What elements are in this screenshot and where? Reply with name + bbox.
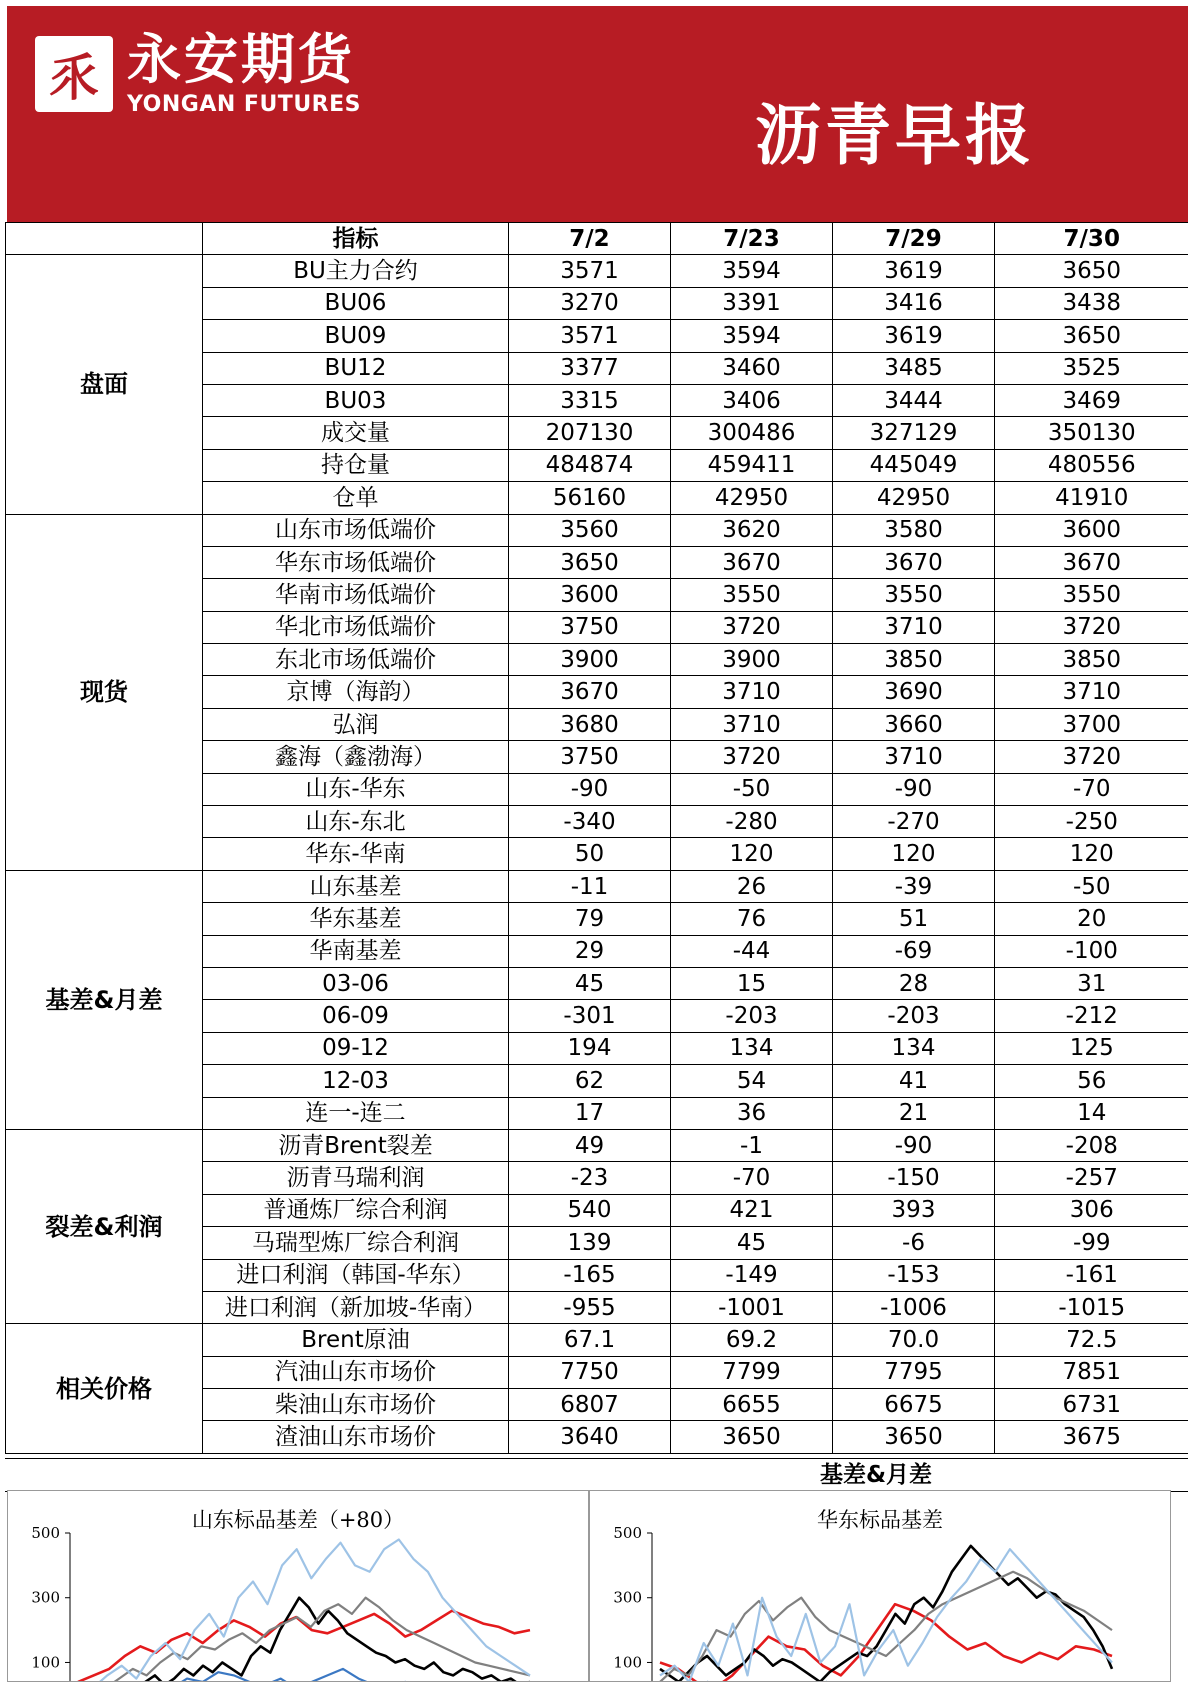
row-value: -100 (995, 935, 1188, 967)
row-value: 3650 (995, 255, 1188, 287)
row-value: 3720 (995, 611, 1188, 643)
row-value: 3460 (671, 352, 833, 384)
row-value: 41910 (995, 482, 1188, 514)
report-title: 沥青早报 (755, 98, 1035, 174)
row-value: -50 (671, 773, 833, 805)
row-value: 20 (995, 903, 1188, 935)
table-row (6, 255, 1188, 287)
row-value: 3710 (671, 708, 833, 740)
row-value: 3270 (509, 287, 671, 319)
row-label: 柴油山东市场价 (203, 1389, 509, 1421)
row-value: 45 (509, 967, 671, 999)
row-label: 进口利润（新加坡-华南） (203, 1291, 509, 1323)
row-value: -955 (509, 1291, 671, 1323)
row-value: 3900 (509, 644, 671, 676)
row-value: 3670 (671, 546, 833, 578)
row-value: -161 (995, 1259, 1188, 1291)
row-value: 76 (671, 903, 833, 935)
row-value: 3750 (509, 611, 671, 643)
row-value: 3720 (671, 611, 833, 643)
row-label: 山东-东北 (203, 806, 509, 838)
row-value: 3710 (671, 676, 833, 708)
row-value: 134 (833, 1032, 995, 1064)
column-header-date: 7/23 (671, 223, 833, 255)
row-value: -1006 (833, 1291, 995, 1323)
row-value: 56160 (509, 482, 671, 514)
row-label: 03-06 (203, 967, 509, 999)
row-value: 393 (833, 1194, 995, 1226)
series-line (660, 1546, 1112, 1681)
row-value: -149 (671, 1259, 833, 1291)
row-value: -99 (995, 1227, 1188, 1259)
row-value: 70.0 (833, 1324, 995, 1356)
row-value: -1001 (671, 1291, 833, 1323)
table-row (6, 1324, 1188, 1356)
row-label: 华东-华南 (203, 838, 509, 870)
row-value: 3620 (671, 514, 833, 546)
report-header (7, 6, 1188, 222)
row-label: 山东基差 (203, 870, 509, 902)
row-value: 7851 (995, 1356, 1188, 1388)
row-label: BU12 (203, 352, 509, 384)
row-value: 72.5 (995, 1324, 1188, 1356)
row-label: 09-12 (203, 1032, 509, 1064)
row-value: 79 (509, 903, 671, 935)
row-label: 山东-华东 (203, 773, 509, 805)
row-value: 484874 (509, 449, 671, 481)
row-label: BU09 (203, 320, 509, 352)
series-line (660, 1604, 1112, 1681)
row-value: 125 (995, 1032, 1188, 1064)
row-value: 7799 (671, 1356, 833, 1388)
row-value: -44 (671, 935, 833, 967)
row-value: -70 (671, 1162, 833, 1194)
row-value: 445049 (833, 449, 995, 481)
row-value: 3469 (995, 384, 1188, 416)
row-value: 3550 (671, 579, 833, 611)
row-value: 3550 (995, 579, 1188, 611)
row-value: 3670 (995, 546, 1188, 578)
row-value: 49 (509, 1129, 671, 1161)
row-value: 3525 (995, 352, 1188, 384)
row-value: 306 (995, 1194, 1188, 1226)
row-value: 31 (995, 967, 1188, 999)
row-value: 6675 (833, 1389, 995, 1421)
row-label: 成交量 (203, 417, 509, 449)
y-tick-label: 300 (613, 1589, 642, 1607)
row-label: BU主力合约 (203, 255, 509, 287)
row-value: 194 (509, 1032, 671, 1064)
section-label: 裂差&利润 (6, 1129, 203, 1323)
row-value: -23 (509, 1162, 671, 1194)
row-value: 36 (671, 1097, 833, 1129)
row-value: 3594 (671, 255, 833, 287)
row-value: 3560 (509, 514, 671, 546)
row-value: 120 (995, 838, 1188, 870)
row-label: Brent原油 (203, 1324, 509, 1356)
row-value: -280 (671, 806, 833, 838)
row-value: -203 (671, 1000, 833, 1032)
row-value: 3571 (509, 320, 671, 352)
row-value: 207130 (509, 417, 671, 449)
row-value: 3850 (833, 644, 995, 676)
row-value: 139 (509, 1227, 671, 1259)
row-value: 17 (509, 1097, 671, 1129)
row-value: -270 (833, 806, 995, 838)
row-value: -69 (833, 935, 995, 967)
row-label: BU06 (203, 287, 509, 319)
row-value: 62 (509, 1065, 671, 1097)
header-blank-cell (6, 223, 203, 255)
row-value: 350130 (995, 417, 1188, 449)
row-value: -39 (833, 870, 995, 902)
table-row (6, 514, 1188, 546)
row-value: 28 (833, 967, 995, 999)
row-value: 3550 (833, 579, 995, 611)
row-value: 459411 (671, 449, 833, 481)
row-value: 3680 (509, 708, 671, 740)
row-value: 3416 (833, 287, 995, 319)
row-value: 6731 (995, 1389, 1188, 1421)
row-value: 3485 (833, 352, 995, 384)
row-value: 45 (671, 1227, 833, 1259)
row-label: 弘润 (203, 708, 509, 740)
row-value: -11 (509, 870, 671, 902)
row-value: 3377 (509, 352, 671, 384)
row-value: 3650 (509, 546, 671, 578)
row-value: 7750 (509, 1356, 671, 1388)
logo-company-name-cn: 永安期货 (127, 30, 355, 90)
row-value: -301 (509, 1000, 671, 1032)
row-value: 56 (995, 1065, 1188, 1097)
row-value: 480556 (995, 449, 1188, 481)
row-label: 12-03 (203, 1065, 509, 1097)
chart-title: 山东标品基差（+80） (192, 1508, 404, 1532)
row-value: 3571 (509, 255, 671, 287)
column-header-indicator: 指标 (203, 223, 509, 255)
row-value: -6 (833, 1227, 995, 1259)
row-value: 67.1 (509, 1324, 671, 1356)
row-label: 华南市场低端价 (203, 579, 509, 611)
row-label: 山东市场低端价 (203, 514, 509, 546)
row-value: -208 (995, 1129, 1188, 1161)
row-value: 50 (509, 838, 671, 870)
row-value: 3640 (509, 1421, 671, 1453)
chart-panel-huadong-basis (589, 1490, 1171, 1682)
row-value: 3670 (509, 676, 671, 708)
row-value: -70 (995, 773, 1188, 805)
row-value: -1 (671, 1129, 833, 1161)
row-value: 327129 (833, 417, 995, 449)
chart-title: 华东标品基差 (817, 1508, 943, 1532)
row-value: 3650 (833, 1421, 995, 1453)
row-value: 3750 (509, 741, 671, 773)
row-value: -165 (509, 1259, 671, 1291)
row-value: 3850 (995, 644, 1188, 676)
row-label: 沥青马瑞利润 (203, 1162, 509, 1194)
row-label: 华东基差 (203, 903, 509, 935)
row-value: 3406 (671, 384, 833, 416)
row-value: 3720 (671, 741, 833, 773)
row-value: -90 (833, 1129, 995, 1161)
row-value: 29 (509, 935, 671, 967)
y-tick-label: 500 (613, 1524, 642, 1542)
row-value: 6807 (509, 1389, 671, 1421)
row-value: 3710 (995, 676, 1188, 708)
row-value: 3660 (833, 708, 995, 740)
row-value: 3650 (671, 1421, 833, 1453)
row-value: -50 (995, 870, 1188, 902)
row-value: 3900 (671, 644, 833, 676)
chart-panel-shandong-basis (7, 1490, 589, 1682)
series-line (78, 1540, 530, 1682)
row-value: -90 (833, 773, 995, 805)
y-tick-label: 300 (31, 1589, 60, 1607)
table-header-row (6, 223, 1188, 255)
row-value: 134 (671, 1032, 833, 1064)
row-value: -257 (995, 1162, 1188, 1194)
row-label: 普通炼厂综合利润 (203, 1194, 509, 1226)
column-header-date: 7/30 (995, 223, 1188, 255)
row-value: 3650 (995, 320, 1188, 352)
row-label: 连一-连二 (203, 1097, 509, 1129)
charts-section-band (5, 1458, 1188, 1492)
row-label: 仓单 (203, 482, 509, 514)
table-row (6, 870, 1188, 902)
row-value: 3720 (995, 741, 1188, 773)
row-value: 3675 (995, 1421, 1188, 1453)
row-value: 120 (833, 838, 995, 870)
row-value: 3438 (995, 287, 1188, 319)
row-value: -212 (995, 1000, 1188, 1032)
row-value: 15 (671, 967, 833, 999)
row-value: 3580 (833, 514, 995, 546)
row-value: 51 (833, 903, 995, 935)
row-value: 3315 (509, 384, 671, 416)
row-value: 7795 (833, 1356, 995, 1388)
table-row (6, 1129, 1188, 1161)
row-value: 3600 (995, 514, 1188, 546)
row-value: 69.2 (671, 1324, 833, 1356)
row-value: -250 (995, 806, 1188, 838)
row-value: 3619 (833, 255, 995, 287)
series-line (78, 1598, 530, 1681)
data-table (5, 222, 1188, 1454)
row-label: 渣油山东市场价 (203, 1421, 509, 1453)
row-value: 3619 (833, 320, 995, 352)
section-label: 基差&月差 (6, 870, 203, 1129)
row-value: 3391 (671, 287, 833, 319)
row-label: 持仓量 (203, 449, 509, 481)
row-value: 3690 (833, 676, 995, 708)
row-label: 鑫海（鑫渤海） (203, 741, 509, 773)
row-label: 06-09 (203, 1000, 509, 1032)
y-tick-label: 500 (31, 1524, 60, 1542)
row-value: 3600 (509, 579, 671, 611)
logo-company-name-en: YONGAN FUTURES (127, 92, 361, 118)
row-value: 540 (509, 1194, 671, 1226)
section-label: 现货 (6, 514, 203, 870)
chart-huadong-basis (590, 1491, 1170, 1681)
row-value: -90 (509, 773, 671, 805)
section-label: 盘面 (6, 255, 203, 514)
row-value: 421 (671, 1194, 833, 1226)
row-value: 3700 (995, 708, 1188, 740)
row-value: -1015 (995, 1291, 1188, 1323)
row-label: 马瑞型炼厂综合利润 (203, 1227, 509, 1259)
row-label: 汽油山东市场价 (203, 1356, 509, 1388)
row-label: 华南基差 (203, 935, 509, 967)
y-tick-label: 100 (613, 1653, 642, 1671)
row-value: 3710 (833, 611, 995, 643)
row-value: 3444 (833, 384, 995, 416)
row-label: 华北市场低端价 (203, 611, 509, 643)
row-value: 6655 (671, 1389, 833, 1421)
row-value: 21 (833, 1097, 995, 1129)
row-label: 东北市场低端价 (203, 644, 509, 676)
row-value: -150 (833, 1162, 995, 1194)
row-value: 3710 (833, 741, 995, 773)
row-label: BU03 (203, 384, 509, 416)
row-label: 京博（海韵） (203, 676, 509, 708)
row-value: -153 (833, 1259, 995, 1291)
row-value: 3670 (833, 546, 995, 578)
charts-section-title: 基差&月差 (820, 1461, 932, 1489)
row-value: 300486 (671, 417, 833, 449)
row-value: -340 (509, 806, 671, 838)
y-tick-label: 100 (31, 1653, 60, 1671)
row-label: 沥青Brent裂差 (203, 1129, 509, 1161)
column-header-date: 7/2 (509, 223, 671, 255)
row-value: 42950 (833, 482, 995, 514)
row-label: 华东市场低端价 (203, 546, 509, 578)
row-value: 26 (671, 870, 833, 902)
section-label: 相关价格 (6, 1324, 203, 1454)
row-label: 进口利润（韩国-华东） (203, 1259, 509, 1291)
row-value: -203 (833, 1000, 995, 1032)
logo-mark: 乑 (35, 36, 113, 112)
chart-shandong-basis (8, 1491, 588, 1681)
row-value: 41 (833, 1065, 995, 1097)
row-value: 54 (671, 1065, 833, 1097)
row-value: 42950 (671, 482, 833, 514)
row-value: 14 (995, 1097, 1188, 1129)
row-value: 120 (671, 838, 833, 870)
row-value: 3594 (671, 320, 833, 352)
column-header-date: 7/29 (833, 223, 995, 255)
